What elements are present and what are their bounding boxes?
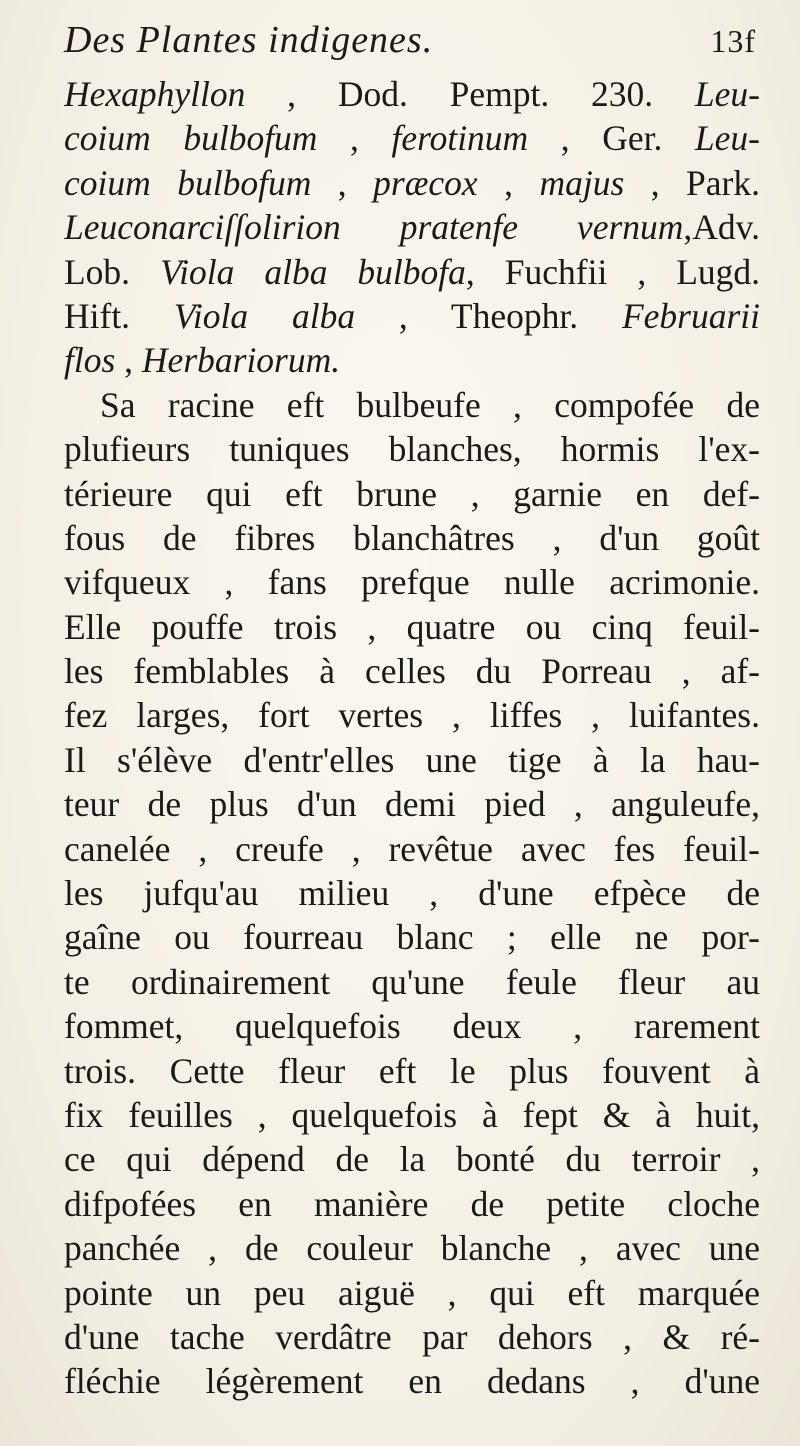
synonym-segment: Viola alba bulbofa: [160, 251, 466, 292]
synonym-line: [64, 116, 760, 160]
body-text: [64, 72, 760, 1404]
synonym-segment: coium bulbofum: [64, 162, 312, 203]
synonym-segment: Februarii: [621, 295, 760, 336]
paragraph-line: ce qui dépend de la bonté du terroir ,: [64, 1139, 760, 1180]
paragraph-line: Il s'élève d'entr'elles une tige à la hau-: [64, 739, 760, 780]
synonym-segment: ,: [311, 162, 374, 203]
synonym-segment: Lob.: [64, 251, 161, 292]
running-title: Des Plantes indigenes.: [64, 19, 434, 61]
synonym-line: [64, 161, 760, 205]
synonym-segment: Hift.: [64, 295, 174, 336]
synonym-segment: ,: [477, 162, 540, 203]
synonym-segment: ,Adv.: [683, 207, 760, 248]
synonym-segment: ferotinum: [391, 118, 529, 159]
paragraph-line: canelée , creufe , revêtue avec fes feuil-: [64, 828, 760, 869]
synonym-line: [64, 72, 760, 116]
synonym-segment: Leu-: [694, 118, 760, 159]
paragraph-line: plufieurs tuniques blanches, hormis l'ex-: [64, 429, 760, 470]
page-number: 13f: [710, 23, 756, 59]
synonym-segment: , Theophr.: [355, 295, 622, 336]
synonym-segment: , Park.: [624, 162, 760, 203]
synonym-block: [64, 72, 760, 383]
synonym-segment: majus: [539, 162, 625, 203]
synonym-segment: , Fuchfii , Lugd.: [465, 251, 760, 292]
paragraph-line: trois. Cette fleur eft le plus fouvent à: [64, 1050, 760, 1091]
description-paragraph: [64, 383, 760, 1404]
synonym-segment: Herbariorum.: [141, 340, 341, 381]
paragraph-line: vifqueux , fans prefque nulle acrimonie.: [64, 562, 760, 603]
paragraph-line: difpofées en manière de petite cloche: [64, 1183, 760, 1224]
paragraph-line: fix feuilles , quelquefois à fept & à huit,: [64, 1094, 760, 1135]
synonym-segment: Hexaphyllon: [64, 74, 246, 114]
paragraph-line: panchée , de couleur blanche , avec une: [64, 1228, 760, 1269]
synonym-segment: flos: [64, 340, 116, 381]
paragraph-line: fléchie légèrement en dedans , d'une: [64, 1361, 760, 1402]
paragraph-line: térieure qui eft brune , garnie en def-: [64, 473, 760, 514]
synonym-segment: ,: [115, 340, 142, 381]
synonym-segment: coium bulbofum: [64, 118, 318, 159]
paragraph-line: Elle pouffe trois , quatre ou cinq feuil-: [64, 606, 760, 647]
synonym-segment: præcox: [373, 162, 478, 203]
paragraph-line: pointe un peu aiguë , qui eft marquée: [64, 1272, 760, 1313]
paragraph-line: teur de plus d'un demi pied , anguleufe,: [64, 784, 760, 825]
synonym-line: [64, 338, 760, 382]
synonym-line: [64, 205, 760, 249]
paragraph-line: fous de fibres blanchâtres , d'un goût: [64, 517, 760, 558]
paragraph-line: te ordinairement qu'une feule fleur au: [64, 961, 760, 1002]
paragraph-line: fommet, quelquefois deux , rarement: [64, 1006, 760, 1047]
paragraph-line: Sa racine eft bulbeufe , compofée de: [100, 384, 760, 425]
running-head: [64, 18, 760, 72]
synonym-line: [64, 294, 760, 338]
synonym-segment: , Ger.: [528, 118, 695, 159]
synonym-line: [64, 250, 760, 294]
paragraph-line: les femblables à celles du Porreau , af-: [64, 651, 760, 692]
synonym-segment: Leu-: [694, 74, 760, 114]
paragraph-line: les jufqu'au milieu , d'une efpèce de: [64, 873, 760, 914]
synonym-segment: , Dod. Pempt. 230.: [245, 74, 695, 114]
synonym-segment: Viola alba: [173, 295, 356, 336]
paragraph-line: fez larges, fort vertes , liffes , luifantes.: [64, 695, 760, 736]
paragraph-line: d'une tache verdâtre par dehors , & ré-: [64, 1316, 760, 1357]
synonym-segment: ,: [317, 118, 392, 159]
paragraph-line: gaîne ou fourreau blanc ; elle ne por-: [64, 917, 760, 958]
synonym-segment: Leuconarciſſolirion pratenfe vernum: [64, 207, 684, 248]
